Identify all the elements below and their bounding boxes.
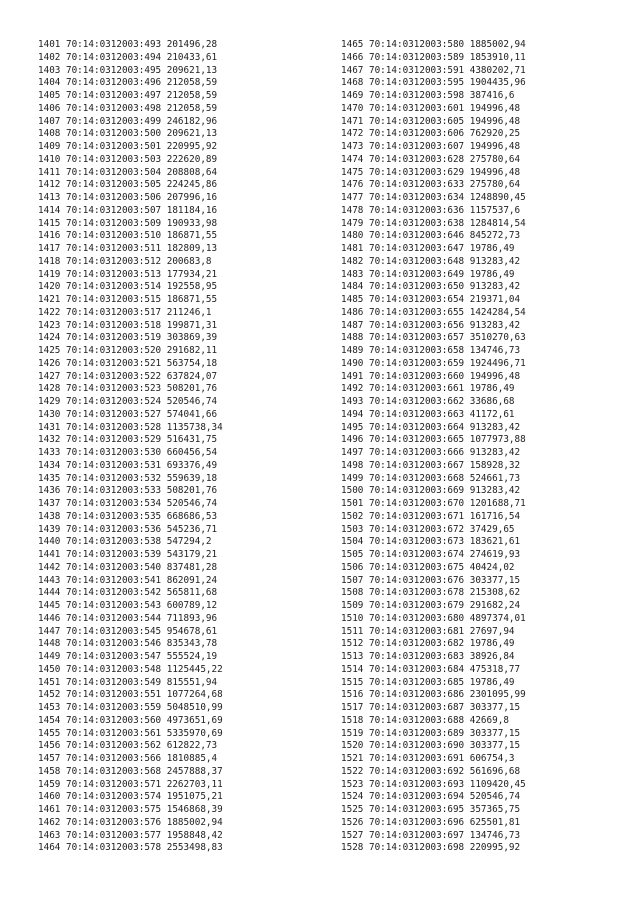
table-row: 1479 70:14:0312003:638 1284814,54 bbox=[341, 217, 526, 229]
table-row: 1407 70:14:0312003:499 246182,96 bbox=[38, 115, 218, 127]
table-row: 1491 70:14:0312003:660 194996,48 bbox=[341, 370, 521, 382]
table-row: 1443 70:14:0312003:541 862091,24 bbox=[38, 574, 218, 586]
table-row: 1451 70:14:0312003:549 815551,94 bbox=[38, 676, 218, 688]
table-row: 1497 70:14:0312003:666 913283,42 bbox=[341, 447, 521, 458]
table-row: 1466 70:14:0312003:589 1853910,11 bbox=[341, 51, 526, 63]
table-row: 1412 70:14:0312003:505 224245,86 bbox=[38, 179, 218, 191]
table-row: 1423 70:14:0312003:518 199871,31 bbox=[38, 319, 218, 331]
table-row: 1470 70:14:0312003:601 194996,48 bbox=[341, 102, 521, 114]
table-row: 1503 70:14:0312003:672 37429,65 bbox=[341, 523, 515, 535]
table-row: 1482 70:14:0312003:648 913283,42 bbox=[341, 255, 521, 267]
table-row: 1495 70:14:0312003:664 913283,42 bbox=[341, 421, 521, 433]
table-row: 1460 70:14:0312003:574 1951075,21 bbox=[38, 791, 223, 803]
table-row: 1442 70:14:0312003:540 837481,28 bbox=[38, 561, 218, 573]
table-row: 1486 70:14:0312003:655 1424284,54 bbox=[341, 306, 526, 318]
table-row: 1452 70:14:0312003:551 1077264,68 bbox=[38, 689, 223, 701]
table-row: 1512 70:14:0312003:682 19786,49 bbox=[341, 638, 515, 650]
table-row: 1490 70:14:0312003:659 1924496,71 bbox=[341, 357, 526, 369]
table-row: 1431 70:14:0312003:528 1135738,34 bbox=[38, 421, 223, 433]
table-row: 1455 70:14:0312003:561 5335970,69 bbox=[38, 727, 223, 739]
table-row: 1445 70:14:0312003:543 600789,12 bbox=[38, 600, 218, 611]
table-row: 1408 70:14:0312003:500 209621,13 bbox=[38, 128, 218, 140]
table-row: 1526 70:14:0312003:696 625501,81 bbox=[341, 816, 521, 828]
table-row: 1498 70:14:0312003:667 158928,32 bbox=[341, 459, 521, 471]
table-row: 1428 70:14:0312003:523 508201,76 bbox=[38, 383, 218, 395]
table-row: 1463 70:14:0312003:577 1958848,42 bbox=[38, 829, 223, 841]
table-row: 1516 70:14:0312003:686 2301095,99 bbox=[341, 689, 526, 701]
table-row: 1413 70:14:0312003:506 207996,16 bbox=[38, 192, 218, 203]
table-row: 1406 70:14:0312003:498 212058,59 bbox=[38, 102, 218, 114]
table-row: 1502 70:14:0312003:671 161716,54 bbox=[341, 510, 521, 522]
table-row: 1525 70:14:0312003:695 357365,75 bbox=[341, 804, 521, 815]
table-row: 1426 70:14:0312003:521 563754,18 bbox=[38, 357, 218, 369]
table-row: 1417 70:14:0312003:511 182809,13 bbox=[38, 243, 218, 254]
table-row: 1453 70:14:0312003:559 5048510,99 bbox=[38, 702, 223, 713]
table-row: 1457 70:14:0312003:566 1810885,4 bbox=[38, 753, 218, 764]
table-row: 1427 70:14:0312003:522 637824,07 bbox=[38, 370, 218, 382]
table-row: 1488 70:14:0312003:657 3510270,63 bbox=[341, 332, 526, 344]
table-row: 1434 70:14:0312003:531 693376,49 bbox=[38, 459, 218, 471]
table-row: 1477 70:14:0312003:634 1248890,45 bbox=[341, 192, 526, 203]
table-row: 1449 70:14:0312003:547 555524,19 bbox=[38, 651, 218, 662]
table-row: 1484 70:14:0312003:650 913283,42 bbox=[341, 281, 521, 293]
table-row: 1420 70:14:0312003:514 192558,95 bbox=[38, 281, 218, 293]
table-row: 1496 70:14:0312003:665 1077973,88 bbox=[341, 434, 526, 446]
table-row: 1462 70:14:0312003:576 1885002,94 bbox=[38, 816, 223, 828]
table-row: 1437 70:14:0312003:534 520546,74 bbox=[38, 498, 218, 509]
table-row: 1414 70:14:0312003:507 181184,16 bbox=[38, 204, 218, 216]
table-row: 1409 70:14:0312003:501 220995,92 bbox=[38, 141, 218, 152]
table-row: 1425 70:14:0312003:520 291682,11 bbox=[38, 345, 218, 356]
table-row: 1458 70:14:0312003:568 2457888,37 bbox=[38, 765, 223, 777]
table-row: 1415 70:14:0312003:509 190933,98 bbox=[38, 217, 218, 229]
table-row: 1476 70:14:0312003:633 275780,64 bbox=[341, 179, 521, 191]
table-row: 1523 70:14:0312003:693 1109420,45 bbox=[341, 778, 526, 790]
table-row: 1403 70:14:0312003:495 209621,13 bbox=[38, 64, 218, 76]
table-row: 1421 70:14:0312003:515 186871,55 bbox=[38, 294, 218, 305]
table-row: 1485 70:14:0312003:654 219371,04 bbox=[341, 294, 521, 305]
table-row: 1424 70:14:0312003:519 303869,39 bbox=[38, 332, 218, 344]
table-row: 1459 70:14:0312003:571 2262703,11 bbox=[38, 778, 223, 790]
table-row: 1480 70:14:0312003:646 845272,73 bbox=[341, 230, 521, 242]
table-row: 1509 70:14:0312003:679 291682,24 bbox=[341, 600, 521, 611]
table-row: 1454 70:14:0312003:560 4973651,69 bbox=[38, 714, 223, 726]
table-row: 1478 70:14:0312003:636 1157537,6 bbox=[341, 204, 521, 216]
table-row: 1521 70:14:0312003:691 606754,3 bbox=[341, 753, 515, 764]
table-row: 1518 70:14:0312003:688 42669,8 bbox=[341, 714, 509, 726]
table-row: 1430 70:14:0312003:527 574041,66 bbox=[38, 408, 218, 420]
table-row: 1469 70:14:0312003:598 387416,6 bbox=[341, 90, 515, 101]
table-row: 1483 70:14:0312003:649 19786,49 bbox=[341, 268, 515, 280]
table-row: 1464 70:14:0312003:578 2553498,83 bbox=[38, 842, 223, 854]
table-row: 1433 70:14:0312003:530 660456,54 bbox=[38, 447, 218, 458]
table-row: 1471 70:14:0312003:605 194996,48 bbox=[341, 115, 521, 127]
table-row: 1520 70:14:0312003:690 303377,15 bbox=[341, 740, 521, 752]
table-row: 1410 70:14:0312003:503 222620,89 bbox=[38, 153, 218, 165]
table-row: 1519 70:14:0312003:689 303377,15 bbox=[341, 727, 521, 739]
table-row: 1481 70:14:0312003:647 19786,49 bbox=[341, 243, 515, 254]
table-row: 1494 70:14:0312003:663 41172,61 bbox=[341, 408, 515, 420]
table-row: 1522 70:14:0312003:692 561696,68 bbox=[341, 765, 521, 777]
right-column bbox=[341, 39, 526, 855]
table-row: 1441 70:14:0312003:539 543179,21 bbox=[38, 549, 218, 560]
table-row: 1418 70:14:0312003:512 200683,8 bbox=[38, 255, 212, 267]
left-column bbox=[38, 39, 223, 855]
table-row: 1440 70:14:0312003:538 547294,2 bbox=[38, 536, 212, 548]
table-row: 1528 70:14:0312003:698 220995,92 bbox=[341, 842, 521, 854]
table-row: 1504 70:14:0312003:673 183621,61 bbox=[341, 536, 521, 548]
table-row: 1444 70:14:0312003:542 565811,68 bbox=[38, 587, 218, 599]
table-row: 1472 70:14:0312003:606 762920,25 bbox=[341, 128, 521, 140]
table-row: 1527 70:14:0312003:697 134746,73 bbox=[341, 829, 521, 841]
table-row: 1450 70:14:0312003:548 1125445,22 bbox=[38, 663, 223, 675]
table-row: 1429 70:14:0312003:524 520546,74 bbox=[38, 396, 218, 407]
table-row: 1510 70:14:0312003:680 4897374,01 bbox=[341, 612, 526, 624]
table-row: 1493 70:14:0312003:662 33686,68 bbox=[341, 396, 515, 407]
table-row: 1461 70:14:0312003:575 1546868,39 bbox=[38, 804, 223, 815]
table-row: 1439 70:14:0312003:536 545236,71 bbox=[38, 523, 218, 535]
table-row: 1508 70:14:0312003:678 215308,62 bbox=[341, 587, 521, 599]
table-row: 1473 70:14:0312003:607 194996,48 bbox=[341, 141, 521, 152]
table-row: 1468 70:14:0312003:595 1904435,96 bbox=[341, 77, 526, 89]
table-row: 1489 70:14:0312003:658 134746,73 bbox=[341, 345, 521, 356]
table-row: 1487 70:14:0312003:656 913283,42 bbox=[341, 319, 521, 331]
table-row: 1517 70:14:0312003:687 303377,15 bbox=[341, 702, 521, 713]
table-row: 1402 70:14:0312003:494 210433,61 bbox=[38, 51, 218, 63]
table-row: 1432 70:14:0312003:529 516431,75 bbox=[38, 434, 218, 446]
table-row: 1416 70:14:0312003:510 186871,55 bbox=[38, 230, 218, 242]
table-row: 1492 70:14:0312003:661 19786,49 bbox=[341, 383, 515, 395]
table-row: 1465 70:14:0312003:580 1885002,94 bbox=[341, 39, 526, 50]
table-row: 1447 70:14:0312003:545 954678,61 bbox=[38, 625, 218, 637]
table-row: 1436 70:14:0312003:533 508201,76 bbox=[38, 485, 218, 497]
table-row: 1513 70:14:0312003:683 38926,84 bbox=[341, 651, 515, 662]
table-row: 1506 70:14:0312003:675 40424,02 bbox=[341, 561, 515, 573]
table-row: 1500 70:14:0312003:669 913283,42 bbox=[341, 485, 521, 497]
table-row: 1419 70:14:0312003:513 177934,21 bbox=[38, 268, 218, 280]
table-row: 1511 70:14:0312003:681 27697,94 bbox=[341, 625, 515, 637]
table-row: 1507 70:14:0312003:676 303377,15 bbox=[341, 574, 521, 586]
table-row: 1438 70:14:0312003:535 668686,53 bbox=[38, 510, 218, 522]
table-row: 1467 70:14:0312003:591 4380202,71 bbox=[341, 64, 526, 76]
table-row: 1405 70:14:0312003:497 212058,59 bbox=[38, 90, 218, 101]
table-row: 1475 70:14:0312003:629 194996,48 bbox=[341, 166, 521, 178]
table-row: 1422 70:14:0312003:517 211246,1 bbox=[38, 306, 212, 318]
table-row: 1505 70:14:0312003:674 274619,93 bbox=[341, 549, 521, 560]
table-row: 1404 70:14:0312003:496 212058,59 bbox=[38, 77, 218, 89]
table-row: 1514 70:14:0312003:684 475318,77 bbox=[341, 663, 521, 675]
table-row: 1401 70:14:0312003:493 201496,28 bbox=[38, 39, 218, 50]
table-row: 1499 70:14:0312003:668 524661,73 bbox=[341, 472, 521, 484]
table-row: 1456 70:14:0312003:562 612822,73 bbox=[38, 740, 218, 752]
table-row: 1524 70:14:0312003:694 520546,74 bbox=[341, 791, 521, 803]
table-row: 1411 70:14:0312003:504 208808,64 bbox=[38, 166, 218, 178]
table-row: 1446 70:14:0312003:544 711893,96 bbox=[38, 612, 218, 624]
table-row: 1515 70:14:0312003:685 19786,49 bbox=[341, 676, 515, 688]
table-row: 1448 70:14:0312003:546 835343,78 bbox=[38, 638, 218, 650]
table-row: 1474 70:14:0312003:628 275780,64 bbox=[341, 153, 521, 165]
table-row: 1501 70:14:0312003:670 1201688,71 bbox=[341, 498, 526, 509]
table-row: 1435 70:14:0312003:532 559639,18 bbox=[38, 472, 218, 484]
